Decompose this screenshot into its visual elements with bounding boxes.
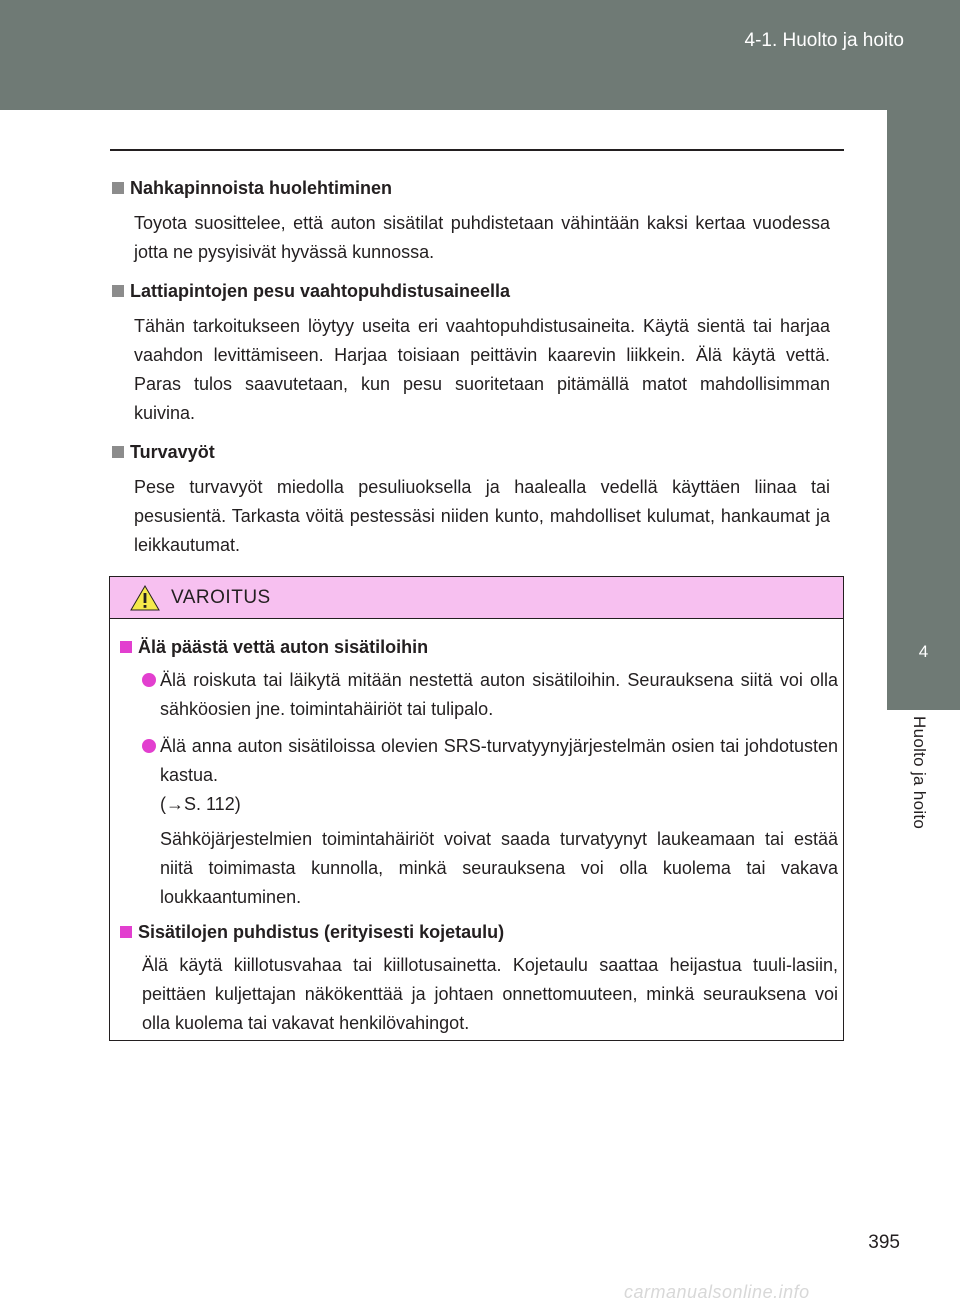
bullet-text: Älä roiskuta tai läikytä mitään nestettä auton sisätiloihin. Seurauksena siitä voi olla sähköosien jne. toimintahäiriöt tai tulipalo. — [160, 670, 838, 719]
warning-heading-text: Sisätilojen puhdistus (erityisesti kojetaulu) — [138, 922, 505, 942]
section-heading — [112, 440, 830, 464]
warning-body — [120, 635, 838, 1046]
bullet-text: Älä anna auton sisätiloissa olevien SRS-turvatyynyjärjestelmän osien tai johdotusten kastua. — [160, 736, 838, 785]
warning-heading — [120, 920, 838, 944]
section-text: Pese turvavyöt miedolla pesuliuoksella ja haalealla vedellä käyttäen liinaa tai pesusientä. Tarkasta vöitä pestessäsi niiden kunto, mahdolliset kulumat, hankaumat ja leikkautumat. — [134, 477, 830, 555]
main-content — [112, 176, 830, 572]
bullet-item — [142, 732, 838, 819]
bullet-dot-icon — [142, 673, 156, 687]
warning-heading — [120, 635, 838, 659]
section-heading-text: Nahkapinnoista huolehtiminen — [130, 178, 393, 198]
watermark: carmanualsonline.info — [624, 1282, 810, 1302]
bullet-item — [142, 666, 838, 724]
section-heading-text: Turvavyöt — [130, 442, 215, 462]
chapter-tab — [887, 616, 960, 710]
chapter-number: 4 — [918, 642, 929, 661]
section-heading-text: Lattiapintojen pesu vaahtopuhdistusaineella — [130, 281, 511, 301]
warning-title: VAROITUS — [171, 587, 271, 608]
section-text: Tähän tarkoitukseen löytyy useita eri vaahtopuhdistusaineita. Käytä sientä tai harjaa vaahdon levittämiseen. Harjaa toisiaan peittävin kaarevin liikkein. Älä käytä vettä. Paras tulos saavutetaan, kun pesu suoritetaan pitämällä matot mahdollisimman kuivina. — [134, 316, 830, 423]
page-header — [0, 0, 960, 110]
chapter-label: Huolto ja hoito — [910, 716, 929, 830]
section-title: 4-1. Huolto ja hoito — [744, 30, 904, 51]
pink-square-icon — [120, 926, 132, 938]
bullet-dot-icon — [142, 739, 156, 753]
pink-square-icon — [120, 641, 132, 653]
top-rule — [110, 149, 844, 151]
page-reference: (→S. 112) — [160, 794, 241, 814]
section-heading — [112, 176, 830, 200]
warning-text: Älä käytä kiillotusvahaa tai kiillotusainetta. Kojetaulu saattaa heijastua tuuli-lasiin, peittäen kuljettajan näkökenttää ja johtaen onnettomuuteen, minkä seurauksena voi olla kuolema tai vakavat henkilövahingot. — [142, 955, 838, 1033]
gray-square-icon — [112, 182, 124, 194]
warning-header — [110, 577, 843, 619]
page-number: 395 — [868, 1232, 900, 1253]
section-text: Toyota suosittelee, että auton sisätilat puhdistetaan vähintään kaksi kertaa vuodessa jotta ne pysyisivät hyvässä kunnossa. — [134, 213, 830, 262]
section-heading — [112, 279, 830, 303]
bullet-text-group — [160, 732, 838, 819]
warning-triangle-icon — [130, 585, 160, 611]
warning-box — [109, 576, 844, 1041]
gray-square-icon — [112, 446, 124, 458]
gray-square-icon — [112, 285, 124, 297]
chapter-label-area — [887, 710, 960, 880]
side-strip — [887, 110, 960, 616]
warning-heading-text: Älä päästä vettä auton sisätiloihin — [138, 637, 429, 657]
bullet-note: Sähköjärjestelmien toimintahäiriöt voivat saada turvatyynyt laukeamaan tai estää niitä toimimasta kunnolla, minkä seurauksena voi olla kuolema tai vakava loukkaantuminen. — [160, 829, 838, 907]
footer — [0, 1280, 960, 1304]
